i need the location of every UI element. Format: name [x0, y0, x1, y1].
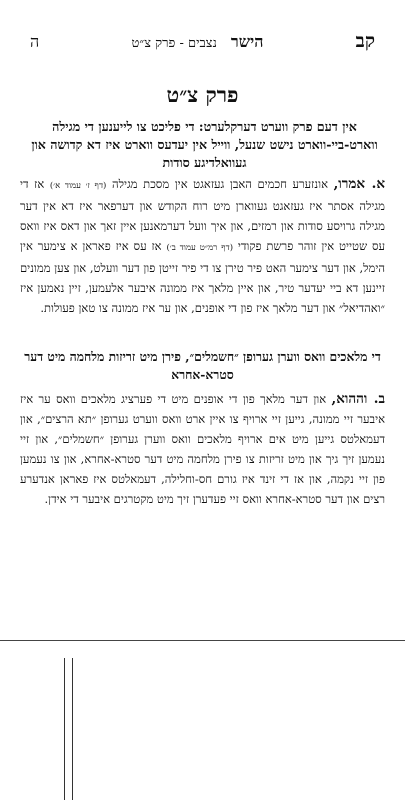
paragraph-b — [20, 389, 385, 509]
section-reference: נצבים - פרק צ״ט — [131, 36, 217, 51]
paragraph-a-text-3: אז עס איז פאראן א צימער אין הימל, און דער צימער האט פיר טירן צו די פיר זייטן פון דער וועלט, און צען ממונים זיינען דא ביי יעדער טיר, און איין מלאך איז ממונה איבער אלעמען, זיין נאמען איז ״ואהדיאל״ און דער מלאך איז פון די אופנים, און ער איז ממונה צו טאן פעולות. — [20, 239, 385, 315]
notes-area — [0, 640, 405, 800]
page-number: קב — [355, 30, 375, 52]
paragraph-a-reference-1: (דף ז׳ עמוד א׳) — [49, 181, 107, 191]
running-header — [30, 30, 375, 54]
section-b-heading: די מלאכים וואס ווערן גערופן ״חשמלים״, פירן מיט זריזות מלחמה מיט דער סטרא-אחרא — [24, 349, 381, 382]
paragraph-a — [20, 174, 385, 318]
margin-rule-outer — [64, 658, 65, 800]
notes-top-rule — [0, 640, 405, 641]
paragraph-a-lead: א. אמרו, — [333, 176, 386, 192]
header-center — [131, 32, 263, 52]
paragraph-b-lead: ב. וההוא, — [331, 391, 386, 407]
paragraph-b-text: און דער מלאך פון די אופנים מיט די פערציג מלאכים וואס ער איז איבער זיי ממונה, גייען זיי ארויף צו איין ארט וואס ווערט גערופן ״תא הרצים״, און דעמאלטס גייען מיט אים ארויף מלאכים וואס ווערן גערופן ״חשמלים״, און זיי נעמען זיך גיך און מיט זריזות צו פירן מלחמה מיט דער סטרא-אחרא, און צו נעמען פון זיי נקמה, און אז די זינד איז גורם חס-וחלילה, דעמאלטס איז פאראן אנדערע רצים און דער סטרא-אחרא וואס זיי פעדערן זיך מיט מקטרגים איבער די אידן. — [20, 392, 385, 506]
paragraph-a-text-2: אז די מגילה אסתר איז געזאגט געווארן מיט רוח הקודש און דערפאר איז דא אין דער מגילה גרויסע סודות און רמזים, און איך וועל דערמאנען איין זאך און דאס איז וואס עס שטייט אין זוהר פרשת פקודי — [20, 177, 386, 253]
paragraph-a-text-1: אונזערע חכמים האבן געזאגט אין מסכת מגילה — [111, 177, 328, 191]
chapter-title: פרק צ״ט — [166, 82, 239, 107]
paragraph-a-reference-2: (דף רמ״ט עמוד ב׳) — [166, 243, 234, 253]
header-letter: ה — [30, 32, 40, 51]
margin-rule-inner — [72, 658, 73, 800]
book-title: הישר — [230, 32, 264, 51]
chapter-summary: אין דעם פרק ווערט דערקלערט: די פליכט צו לייענען די מגילה ווארט-ביי-ווארט נישט שנעל, ווייל אין יעדעס ווארט איז דא קדושה און געוואלדיגע סודות — [31, 119, 378, 170]
